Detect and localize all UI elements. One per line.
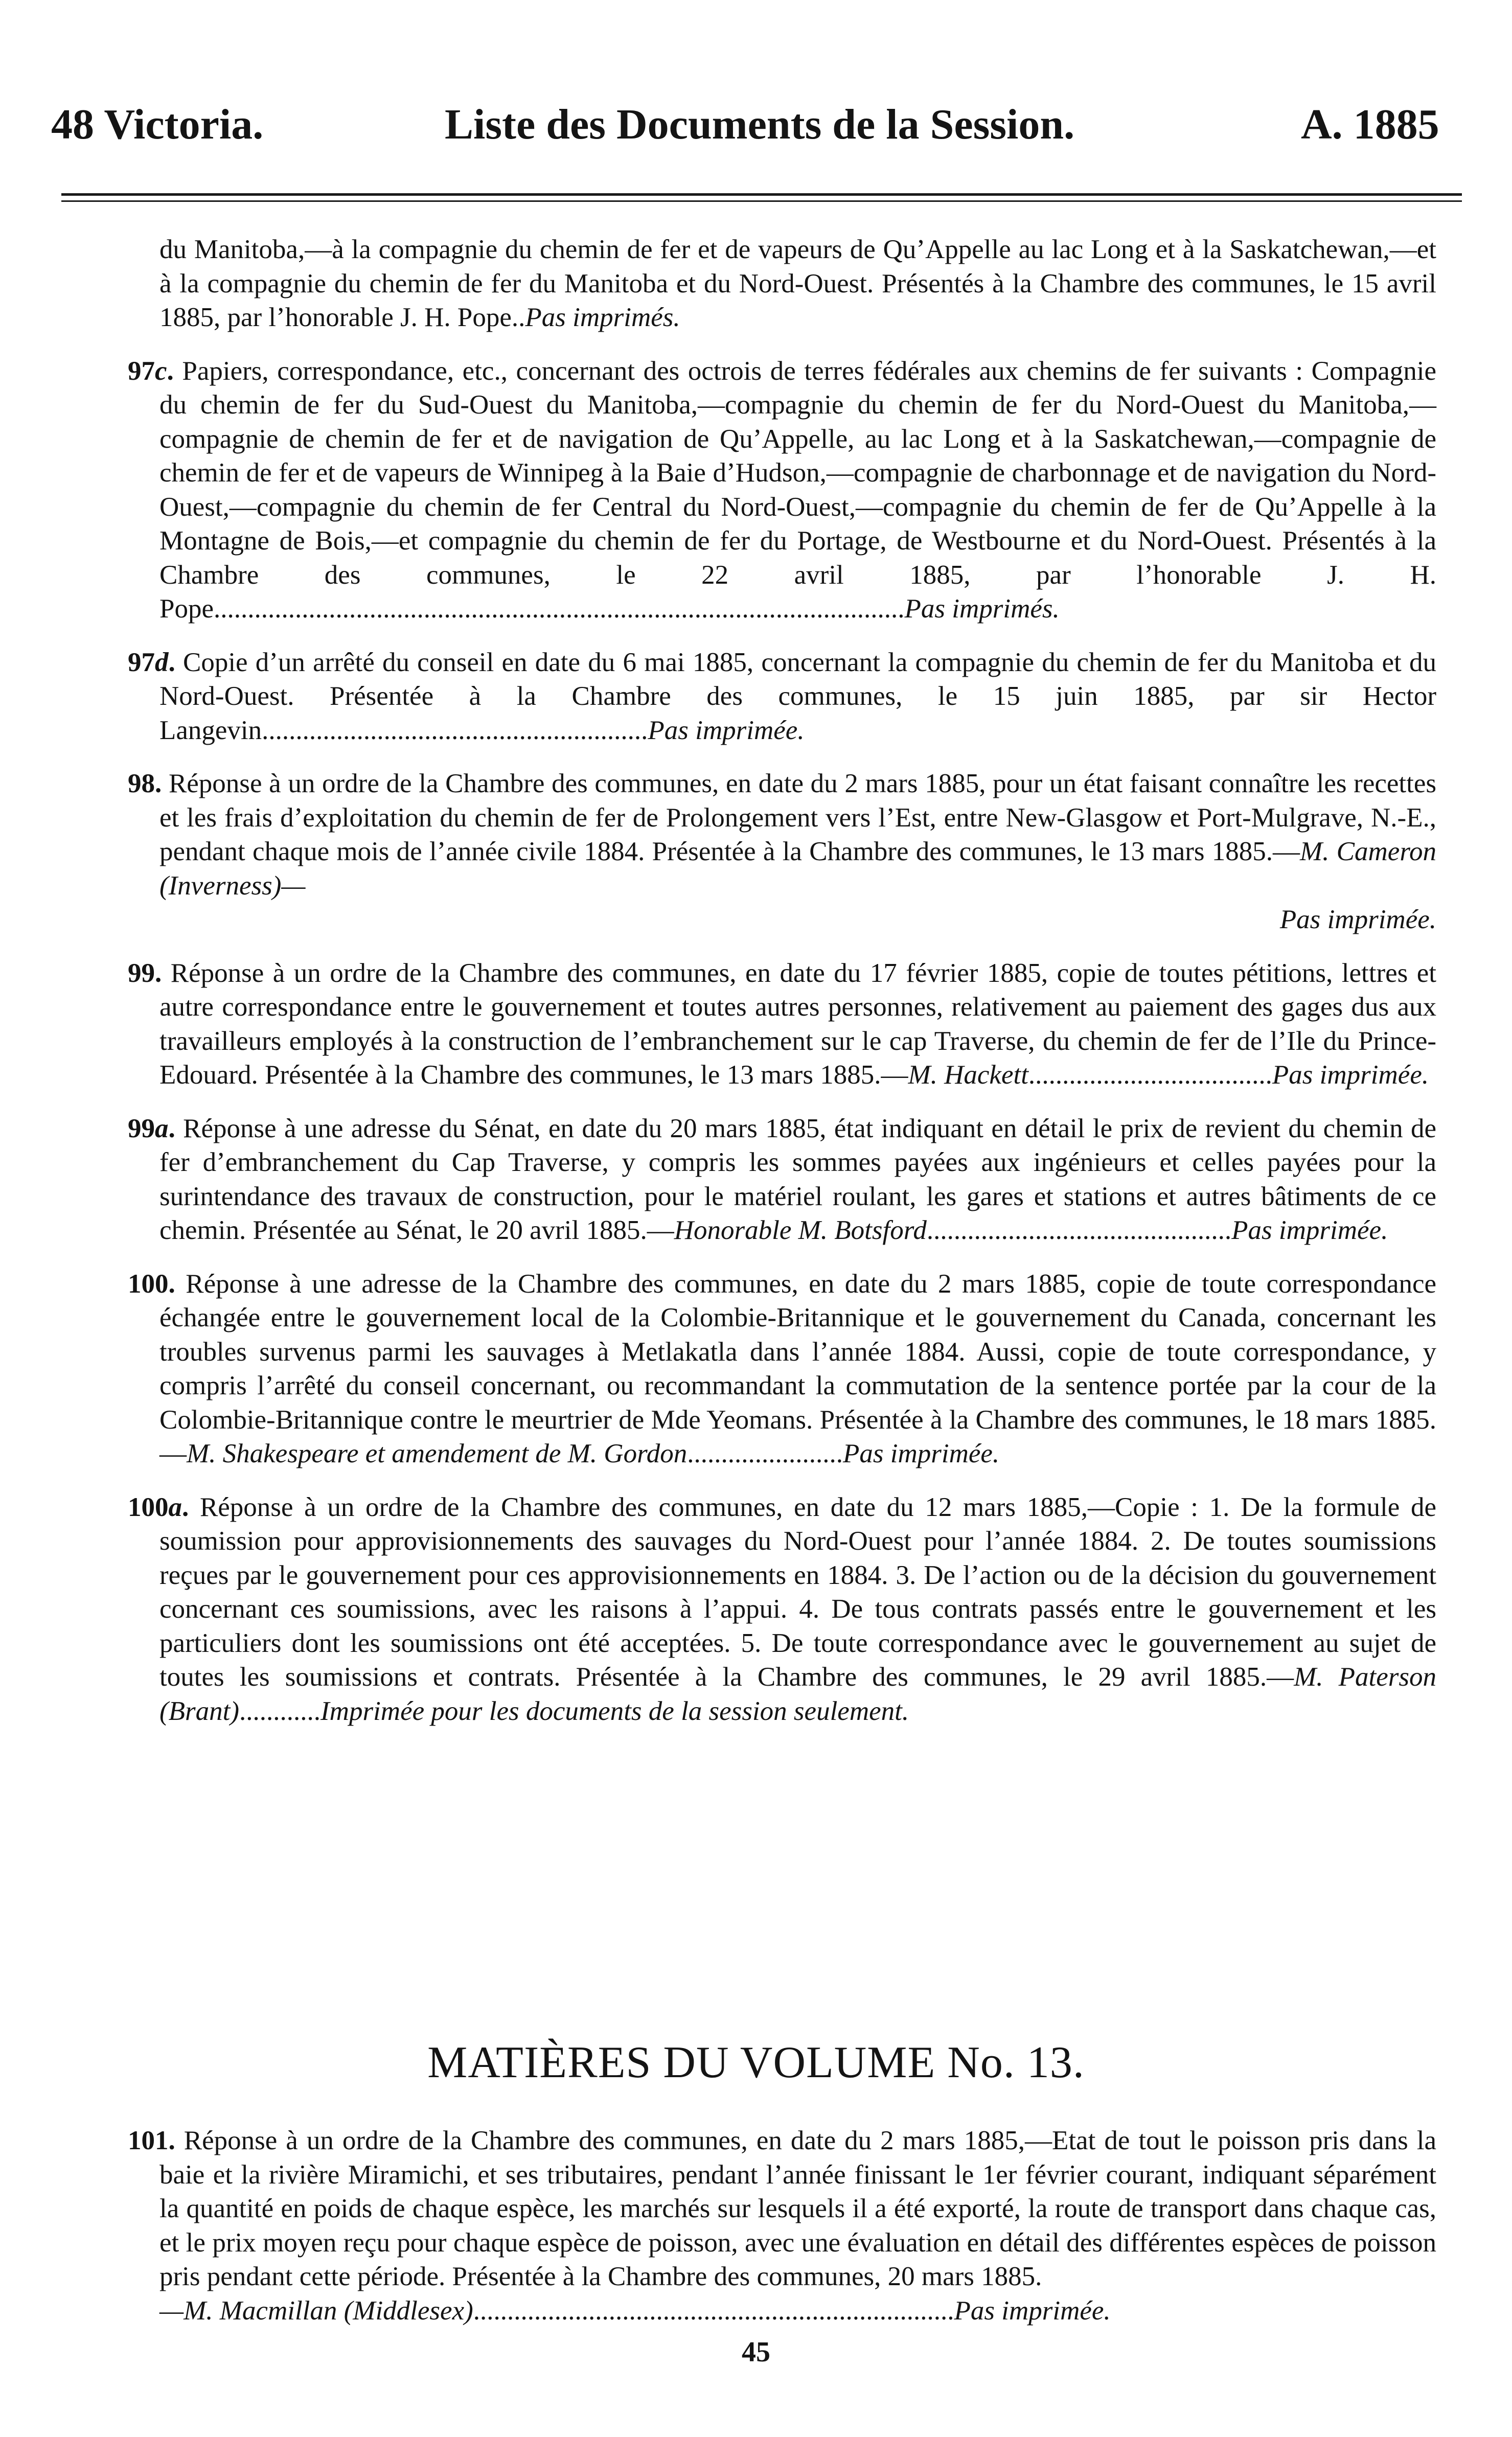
entry-number: 97c. xyxy=(128,356,174,386)
entry-text: Réponse à un ordre de la Chambre des communes, en date du 2 mars 1885, pour un état faisant connaître les recettes et les frais d’exploitation du chemin de fer de Prolongement vers l’Est, entre New-Glasgow et Port-Mulgrave, N.-E., pendant chaque mois de l’année civile 1884. Présentée à la Chambre des communes, le 13 mars 1885.— xyxy=(159,769,1436,866)
entry-status: Pas imprimée. xyxy=(648,715,805,745)
entry-author: M. Cameron (Inverness)— xyxy=(159,837,1436,901)
list-item: 100. Réponse à une adresse de la Chambre des communes, en date du 2 mars 1885, copie de toute correspondance échangée entre le gouvernement local de la Colombie-Britannique et le gouvernement du Canada, concernant les troubles survenus parmi les sauvages à Metlakatla dans l’année 1884. Aussi, copie de toute correspondance, y compris l’arrêté du conseil concernant, ou recommandant la commutation de la sentence portée par la cour de la Colombie-Britannique contre le meurtrier de Mde Yeomans. Présentée à la Chambre des communes, le 18 mars 1885.—M. Shakespeare et amendement de M. Gordon.......................Pas imprimée. xyxy=(128,1269,1437,1468)
entry-author: —M. Macmillan (Middlesex) xyxy=(159,2295,473,2326)
entry-text: Papiers, correspondance, etc., concernant des octrois de terres fédérales aux chemins de fer suivants : Compagnie du chemin de fer du Sud-Ouest du Manitoba,—compagnie du chemin de fer du Nord-Ouest du Manitoba,—compagnie de chemin de fer et de navigation de Qu’Appelle, au lac Long et à la Saskatchewan,—compagnie de chemin de fer et de vapeurs de Winnipeg à la Baie d’Hudson,—compagnie de charbonnage et de navigation du Nord-Ouest,—compagnie du chemin de fer Central du Nord-Ouest,—compagnie du chemin de fer de Qu’Appelle à la Montagne de Bois,—et compagnie du chemin de fer du Portage, de Westbourne et du Nord-Ouest. Présentés à la Chambre des communes, le 22 avril 1885, par l’honorable J. H. Pope xyxy=(159,356,1436,624)
entry-text: Réponse à une adresse de la Chambre des communes, en date du 2 mars 1885, copie de toute correspondance échangée entre le gouvernement local de la Colombie-Britannique et le gouvernement du Canada, concernant les troubles survenus parmi les sauvages à Metlakatla dans l’année 1884. Aussi, copie de toute correspondance, y compris l’arrêté du conseil concernant, ou recommandant la commutation de la sentence portée par la cour de la Colombie-Britannique contre le meurtrier de Mde Yeomans. Présentée à la Chambre des communes, le 18 mars 1885.— xyxy=(159,1269,1437,1468)
document-list-volume-13 xyxy=(128,2124,1436,2347)
header-title: Liste des Documents de la Session. xyxy=(445,101,1075,148)
entry-number: 97d. xyxy=(128,647,175,677)
entry-status: Pas imprimée. xyxy=(1272,1060,1429,1090)
entry-text: Réponse à un ordre de la Chambre des communes, en date du 12 mars 1885,—Copie : 1. De la formule de soumission pour approvisionnements des sauvages du Nord-Ouest pour l’année 1884. 2. De toutes soumissions reçues par le gouvernement pour ces approvisionnements en 1884. 3. De l’action ou de la décision du gouvernement concernant ces soumissions, avec les raisons à l’appui. 4. De tous contrats passés entre le gouvernement et les particuliers dont les soumissions ont été acceptées. 5. De toute correspondance avec le gouvernement au sujet de toutes les soumissions et contrats. Présentée à la Chambre des communes, le 29 avril 1885.— xyxy=(159,1492,1436,1692)
list-item: 97c. Papiers, correspondance, etc., concernant des octrois de terres fédérales aux chemins de fer suivants : Compagnie du chemin de fer du Sud-Ouest du Manitoba,—compagnie du chemin de fer du Nord-Ouest du Manitoba,—compagnie de chemin de fer et de navigation de Qu’Appelle, au lac Long et à la Saskatchewan,—compagnie de chemin de fer et de vapeurs de Winnipeg à la Baie d’Hudson,—compagnie de charbonnage et de navigation du Nord-Ouest,—compagnie du chemin de fer Central du Nord-Ouest,—compagnie du chemin de fer de Qu’Appelle à la Montagne de Bois,—et compagnie du chemin de fer du Portage, de Westbourne et du Nord-Ouest. Présentés à la Chambre des communes, le 22 avril 1885, par l’honorable J. H. Pope......................................................................................................Pas imprimés. xyxy=(128,356,1436,624)
entry-author: M. Paterson (Brant) xyxy=(159,1662,1437,1726)
entry-text: Réponse à un ordre de la Chambre des communes, en date du 2 mars 1885,—Etat de tout le poisson pris dans la baie et la rivière Miramichi, et ses tributaires, pendant l’année finissant le 1er février courant, indiquant séparément la quantité en poids de chaque espèce, les marchés sur lesquels il a été exporté, la route de transport dans chaque cas, et le prix moyen reçu pour chaque espèce de poisson, avec une évaluation en détail des différentes espèces de poisson pris pendant cette période. Présentée à la Chambre des communes, 20 mars 1885. xyxy=(159,2126,1436,2291)
entry-status: Imprimée pour les documents de la session seulement. xyxy=(320,1696,909,1726)
entry-status: Pas imprimés. xyxy=(525,303,680,332)
entry-author: M. Shakespeare et amendement de M. Gordon xyxy=(187,1439,688,1468)
entry-status: Pas imprimée. xyxy=(842,1439,1000,1468)
entry-text: Copie d’un arrêté du conseil en date du 6 mai 1885, concernant la compagnie du chemin de fer du Manitoba et du Nord-Ouest. Présentée à la Chambre des communes, le 15 juin 1885, par sir Hector Langevin xyxy=(159,647,1436,745)
header-volume: 48 Victoria. xyxy=(51,101,264,148)
running-header xyxy=(0,100,1512,161)
header-year: A. 1885 xyxy=(1301,101,1439,148)
entry-status: Pas imprimée. xyxy=(1231,1215,1388,1245)
entry-number: 100a. xyxy=(128,1492,189,1522)
entry-text: Réponse à une adresse du Sénat, en date du 20 mars 1885, état indiquant en détail le prix de revient du chemin de fer d’embranchement du Cap Traverse, y compris les sommes payées aux ingénieurs et celles payées pour la surintendance des travaux de construction, pour le matériel roulant, les gares et stations et autres bâtiments de ce chemin. Présentée au Sénat, le 20 avril 1885.— xyxy=(159,1113,1437,1245)
entry-status: Pas imprimée. xyxy=(1279,905,1436,934)
entry-author: Honorable M. Botsford xyxy=(674,1215,927,1245)
page-number: 45 xyxy=(742,2336,770,2368)
document-list xyxy=(128,233,1436,1748)
entry-number: 101. xyxy=(128,2126,175,2155)
list-item xyxy=(128,767,1436,937)
entry-status: Pas imprimés. xyxy=(904,594,1060,624)
entry-text: du Manitoba,—à la compagnie du chemin de fer et de vapeurs de Qu’Appelle au lac Long et à la Saskatchewan,—et à la compagnie du chemin de fer du Manitoba et du Nord-Ouest. Présentés à la Chambre des communes, le 15 avril 1885, par l’honorable J. H. Pope.. xyxy=(159,235,1436,332)
list-item: 99a. Réponse à une adresse du Sénat, en date du 20 mars 1885, état indiquant en détail le prix de revient du chemin de fer d’embranchement du Cap Traverse, y compris les sommes payées aux ingénieurs et celles payées pour la surintendance des travaux de construction, pour le matériel roulant, les gares et stations et autres bâtiments de ce chemin. Présentée au Sénat, le 20 avril 1885.—Honorable M. Botsford.............................................Pas imprimée. xyxy=(128,1113,1437,1245)
list-item: 101. Réponse à un ordre de la Chambre des communes, en date du 2 mars 1885,—Etat de tout le poisson pris dans la baie et la rivière Miramichi, et ses tributaires, pendant l’année finissant le 1er février courant, indiquant séparément la quantité en poids de chaque espèce, les marchés sur lesquels il a été exporté, la route de transport dans chaque cas, et le prix moyen reçu pour chaque espèce de poisson, avec une évaluation en détail des différentes espèces de poisson pris pendant cette période. Présentée à la Chambre des communes, 20 mars 1885. —M. Macmillan (Middlesex).......................................................................Pas imprimée. xyxy=(128,2126,1436,2326)
entry-text: Réponse à un ordre de la Chambre des communes, en date du 17 février 1885, copie de toutes pétitions, lettres et autre correspondance entre le gouvernement et toutes autres personnes, relativement au paiement des gages dus aux travailleurs employés à la construction de l’embranchement sur le cap Traverse, du chemin de fer de l’Ile du Prince-Edouard. Présentée à la Chambre des communes, le 13 mars 1885.— xyxy=(159,958,1436,1090)
entry-number: 99a. xyxy=(128,1113,175,1143)
list-item: 100a. Réponse à un ordre de la Chambre des communes, en date du 12 mars 1885,—Copie : 1. De la formule de soumission pour approvisionnements des sauvages du Nord-Ouest pour l’année 1884. 2. De toutes soumissions reçues par le gouvernement pour ces approvisionnements en 1884. 3. De l’action ou de la décision du gouvernement concernant ces soumissions, avec les raisons à l’appui. 4. De tous contrats passés entre le gouvernement et les particuliers dont les soumissions ont été acceptées. 5. De toute correspondance avec le gouvernement au sujet de toutes les soumissions et contrats. Présentée à la Chambre des communes, le 29 avril 1885.—M. Paterson (Brant)............Imprimée pour les documents de la session seulement. xyxy=(128,1492,1437,1726)
list-item: 97d. Copie d’un arrêté du conseil en date du 6 mai 1885, concernant la compagnie du chemin de fer du Manitoba et du Nord-Ouest. Présentée à la Chambre des communes, le 15 juin 1885, par sir Hector Langevin.........................................................Pas imprimée. xyxy=(128,647,1436,745)
list-item xyxy=(128,233,1436,335)
entry-number: 99. xyxy=(128,958,162,988)
entry-number: 98. xyxy=(128,769,162,798)
header-rule-thick xyxy=(61,193,1462,196)
entry-number: 100. xyxy=(128,1269,175,1299)
volume-heading: MATIÈRES DU VOLUME No. 13. xyxy=(427,2038,1085,2087)
header-rule-thin xyxy=(61,200,1462,202)
list-item: 99. Réponse à un ordre de la Chambre des communes, en date du 17 février 1885, copie de toutes pétitions, lettres et autre correspondance entre le gouvernement et toutes autres personnes, relativement au paiement des gages dus aux travailleurs employés à la construction de l’embranchement sur le cap Traverse, du chemin de fer de l’Ile du Prince-Edouard. Présentée à la Chambre des communes, le 13 mars 1885.—M. Hackett....................................Pas imprimée. xyxy=(128,958,1436,1090)
entry-status: Pas imprimée. xyxy=(954,2295,1111,2326)
entry-author: M. Hackett xyxy=(908,1060,1028,1090)
